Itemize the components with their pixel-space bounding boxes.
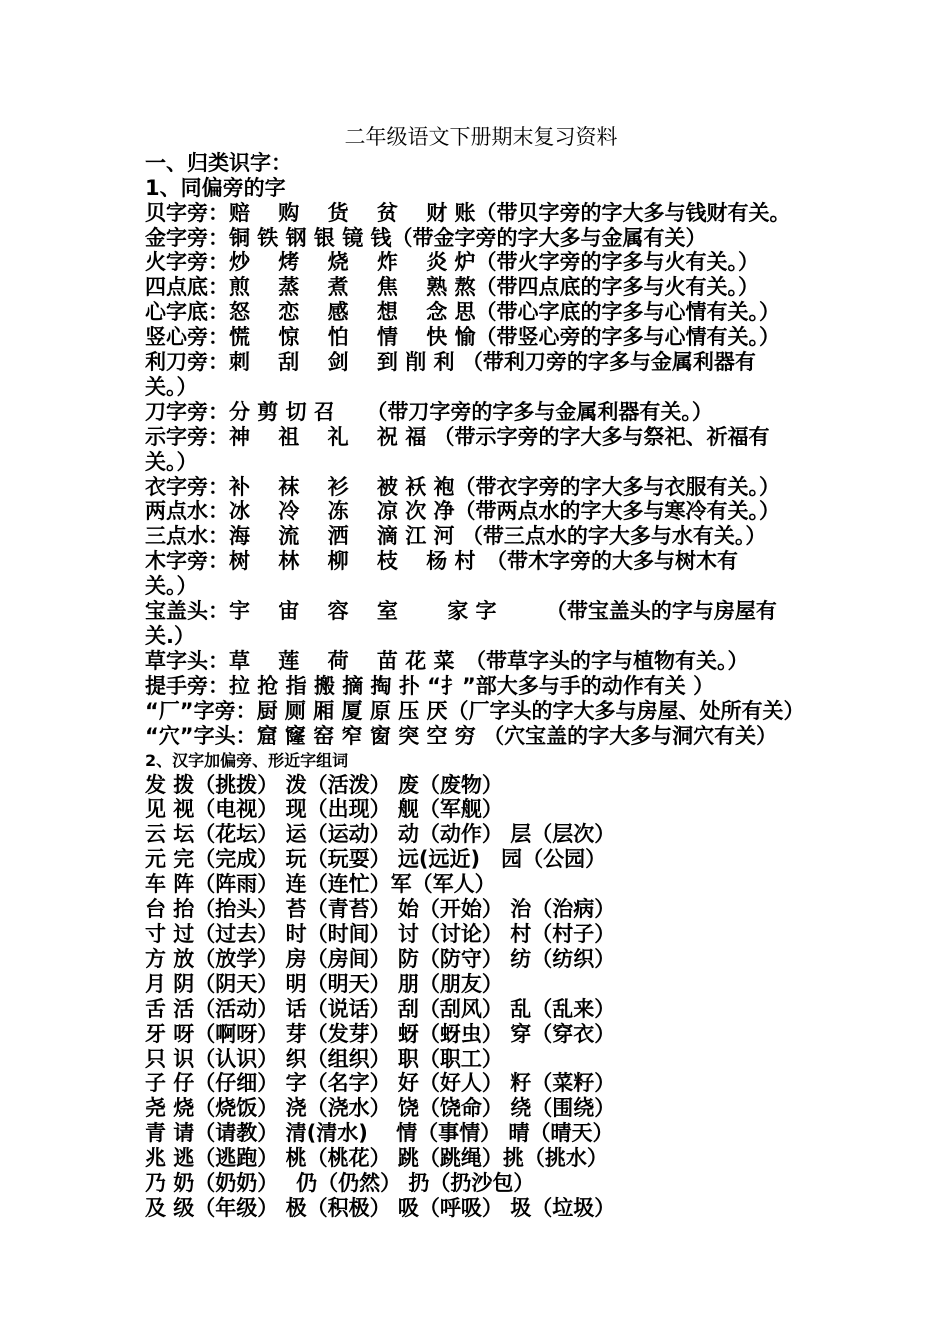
word-group-list <box>145 773 817 1221</box>
radical-line: 木字旁：树 林 柳 枝 杨 村 （带木字旁的大多与树木有 <box>145 549 739 574</box>
word-group-line: 兆 逃（逃跑） 桃（桃花） 跳（跳绳）挑（挑水） <box>145 1146 608 1171</box>
word-group-line: 子 仔（仔细） 字（名字） 好（好人） 籽（菜籽） <box>145 1071 616 1096</box>
radical-line: 贝字旁：赔 购 货 贫 财 账（带贝字旁的字大多与钱财有关。 <box>145 200 791 225</box>
radical-line: 草字头：草 莲 荷 苗 花 菜 （带草字头的字与植物有关。） <box>145 648 749 673</box>
word-group-line: 尧 烧（烧饭） 浇（浇水） 饶（饶命） 绕（围绕） <box>145 1096 616 1121</box>
word-group-line: 寸 过（过去） 时（时间） 讨（讨论） 村（村子） <box>145 921 616 946</box>
word-group-line: 云 坛（花坛） 运（运动） 动（动作） 层（层次） <box>145 822 616 847</box>
radical-line: 刀字旁：分 剪 切 召 （带刀字旁的字多与金属利器有关。） <box>145 399 713 424</box>
word-group-line: 只 识（认识） 织（组织） 职（职工） <box>145 1046 503 1071</box>
radical-line: 三点水：海 流 洒 滴 江 河 （带三点水的字大多与水有关。） <box>145 524 767 549</box>
radical-line: 衣字旁：补 袜 衫 被 袄 袍（带衣字旁的字大多与衣服有关。） <box>145 474 781 499</box>
radical-line: 关。） <box>145 374 198 399</box>
radical-line: 关。） <box>145 574 198 599</box>
document-page <box>145 125 817 1221</box>
radical-list <box>145 201 817 749</box>
word-group-line: 元 完（完成） 玩（玩耍） 远(远近) 园（公园） <box>145 847 607 872</box>
radical-line: 利刀旁：刺 刮 剑 到 削 利 （带利刀旁的字多与金属利器有 <box>145 350 756 375</box>
word-group-line: 及 级（年级） 极（积极） 吸（呼吸） 圾（垃圾） <box>145 1195 616 1220</box>
word-group-line: 台 抬（抬头） 苔（青苔） 始（开始） 治（治病） <box>145 897 616 922</box>
word-group-line: 发 拨（挑拨） 泼（活泼） 废（废物） <box>145 772 503 797</box>
word-group-line: 乃 奶（奶奶） 仍（仍然） 扔（扔沙包） <box>145 1171 535 1196</box>
radical-line: 关.） <box>145 624 195 648</box>
document-title: 二年级语文下册期末复习资料 <box>344 125 618 149</box>
radical-line: “厂”字旁：厨 厕 厢 厦 原 压 厌（厂字头的字大多与房屋、处所有关） <box>145 698 805 723</box>
word-group-line: 青 请（请教） 清(清水) 情（事情） 晴（晴天） <box>145 1121 614 1146</box>
word-group-line: 车 阵（阵雨） 连（连忙）军（军人） <box>145 872 496 897</box>
radical-line: 竖心旁：慌 惊 怕 情 快 愉（带竖心旁的字多与心情有关。） <box>145 325 781 350</box>
word-group-line: 见 视（电视） 现（出现） 舰（军舰） <box>145 797 503 822</box>
radical-line: 宝盖头：宇 宙 容 室 家 字 （带宝盖头的字与房屋有 <box>145 599 777 624</box>
radical-line: 金字旁：铜 铁 钢 银 镜 钱（带金字旁的字大多与金属有关） <box>145 225 707 250</box>
radical-line: “穴”字头：窟 窿 窑 窄 窗 突 空 穷 （穴宝盖的字大多与洞穴有关） <box>145 723 778 748</box>
word-group-line: 牙 呀（啊呀） 芽（发芽） 蚜（蚜虫） 穿（穿衣） <box>145 1021 616 1046</box>
subsection-heading: 2、汉字加偏旁、形近字组词 <box>145 750 349 770</box>
radical-line: 示字旁：神 祖 礼 祝 福 （带示字旁的字大多与祭祀、祈福有 <box>145 424 770 449</box>
radical-line: 提手旁：拉 抢 指 搬 摘 掏 扑 “扌”部大多与手的动作有关 ） <box>145 673 715 698</box>
radical-line: 四点底：煎 蒸 煮 焦 熟 熬（带四点底的字多与火有关。） <box>145 275 760 300</box>
word-group-line: 月 阴（阴天） 明（明天） 朋（朋友） <box>145 971 503 996</box>
radical-line: 心字底：怒 恋 感 想 念 思（带心字底的字多与心情有关。） <box>145 300 781 325</box>
word-group-line: 方 放（放学） 房（房间） 防（防守） 纺（纺织） <box>145 946 616 971</box>
radical-line: 两点水：冰 冷 冻 凉 次 净（带两点水的字大多与寒冷有关。） <box>145 499 781 524</box>
radical-line: 火字旁：炒 烤 烧 炸 炎 炉（带火字旁的字多与火有关。） <box>145 250 760 275</box>
section-heading: 一、归类识字： <box>145 151 292 175</box>
word-group-line: 舌 活（活动） 话（说话） 刮（刮风） 乱（乱来） <box>145 996 616 1021</box>
radical-line: 关。） <box>145 449 198 474</box>
subsection-heading: 1、同偏旁的字 <box>145 175 286 200</box>
